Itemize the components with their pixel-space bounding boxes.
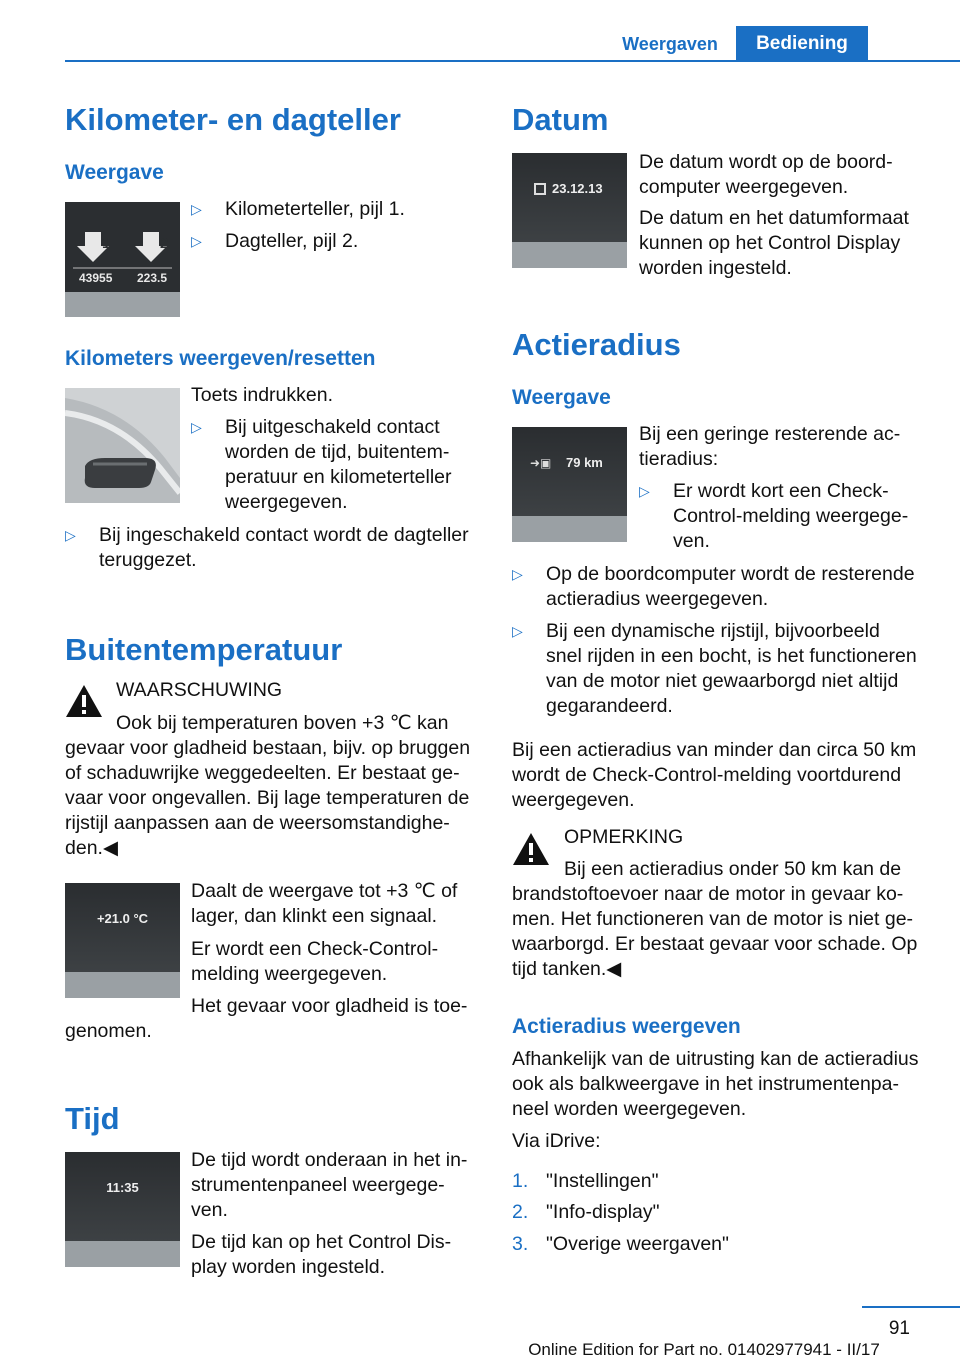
bullet-text bbox=[225, 415, 481, 515]
list-item bbox=[191, 229, 481, 254]
line: De tijd wordt onderaan in het in- bbox=[191, 1149, 468, 1171]
range-display-image bbox=[512, 427, 627, 542]
note-triangle-icon bbox=[512, 832, 550, 866]
line: actieradius weergegeven. bbox=[546, 588, 769, 610]
tijd-paragraph-1 bbox=[191, 1148, 486, 1223]
note-line: brandstoftoevoer naar de motor in gevaar ko- bbox=[512, 883, 904, 905]
line: Control-melding weergege- bbox=[673, 505, 909, 527]
line: strumentenpaneel weergege- bbox=[191, 1174, 445, 1196]
header-section-tab: Weergaven bbox=[622, 34, 718, 54]
heading-tijd: Tijd bbox=[65, 1101, 120, 1136]
temp-paragraph-1 bbox=[191, 879, 486, 929]
triangle-bullet-icon: ▷ bbox=[191, 201, 202, 217]
step-text: "Instellingen" bbox=[546, 1170, 659, 1192]
bullet-text bbox=[673, 479, 939, 554]
line: van de motor niet gewaarborgd niet altijd bbox=[546, 670, 899, 692]
line: Op de boordcomputer wordt de resterende bbox=[546, 563, 915, 585]
reset-intro: Toets indrukken. bbox=[191, 384, 333, 406]
line: neel worden weergegeven. bbox=[512, 1098, 747, 1120]
line: ook als balkweergave in het instrumentenpa- bbox=[512, 1073, 899, 1095]
subheading-actieradius-weergeven: Actieradius weergeven bbox=[512, 1015, 741, 1038]
bullet-text: Dagteller, pijl 2. bbox=[225, 230, 359, 252]
step-number: 2. bbox=[512, 1201, 529, 1223]
note-line: Bij een actieradius onder 50 km kan de bbox=[564, 858, 902, 880]
time-value: 11:35 bbox=[106, 1180, 139, 1195]
warning-line: Ook bij temperaturen boven +3 ℃ kan bbox=[116, 712, 449, 734]
note-line: men. Het functioneren van de motor is niet ge- bbox=[512, 908, 914, 930]
line: kunnen op het Control Display bbox=[639, 232, 901, 254]
arrow-label-1: 1 bbox=[102, 235, 111, 252]
warning-line: gevaar voor gladheid bestaan, bijv. op bruggen bbox=[65, 737, 471, 759]
arrow-label-2: 2 bbox=[160, 235, 169, 252]
list-item bbox=[512, 1169, 932, 1194]
odometer-display-image bbox=[65, 202, 180, 317]
date-display-image bbox=[512, 153, 627, 268]
odometer-display-graphic bbox=[65, 202, 180, 317]
fuel-pump-icon: ➜▣ bbox=[530, 456, 552, 470]
time-display-image bbox=[65, 1152, 180, 1267]
line: Bij een dynamische rijstijl, bijvoorbeeld bbox=[546, 620, 880, 642]
list-item bbox=[65, 523, 485, 573]
line: play worden ingesteld. bbox=[191, 1256, 386, 1278]
line: tieradius: bbox=[639, 448, 719, 470]
warning-line: den.◀ bbox=[65, 837, 118, 859]
list-item bbox=[512, 619, 942, 719]
line: teruggezet. bbox=[99, 549, 197, 571]
warning-title: WAARSCHUWING bbox=[116, 679, 283, 701]
heading-buitentemperatuur: Buitentemperatuur bbox=[65, 632, 343, 667]
step-number: 3. bbox=[512, 1233, 529, 1255]
temp-paragraph-2 bbox=[191, 937, 486, 987]
line: Afhankelijk van de uitrusting kan de actieradius bbox=[512, 1048, 919, 1070]
line: De datum wordt op de boord- bbox=[639, 151, 893, 173]
calendar-icon bbox=[534, 183, 546, 195]
edition-line: Online Edition for Part no. 01402977941 - II/17 bbox=[528, 1340, 880, 1359]
line: De datum en het datumformaat bbox=[639, 207, 909, 229]
tijd-paragraph-2 bbox=[191, 1230, 486, 1280]
triangle-bullet-icon: ▷ bbox=[639, 483, 650, 499]
warning-triangle-icon bbox=[65, 684, 103, 718]
note-line: tijd tanken.◀ bbox=[512, 958, 622, 980]
warning-line: of schaduwrijke weggedeelten. Er bestaat ge- bbox=[65, 762, 460, 784]
triangle-bullet-icon: ▷ bbox=[512, 623, 523, 639]
line: ven. bbox=[673, 530, 710, 552]
bullet-text bbox=[546, 619, 942, 719]
list-item bbox=[512, 1232, 932, 1257]
triangle-bullet-icon: ▷ bbox=[191, 419, 202, 435]
line: weergegeven. bbox=[512, 789, 635, 811]
date-value: 23.12.13 bbox=[552, 181, 603, 196]
list-item bbox=[639, 479, 939, 554]
line: Daalt de weergave tot +3 ℃ of bbox=[191, 880, 458, 902]
subheading-reset: Kilometers weergeven/resetten bbox=[65, 347, 376, 370]
step-text: "Overige weergaven" bbox=[546, 1233, 729, 1255]
warning-line: vaar voor ongevallen. Bij lage temperaturen de bbox=[65, 787, 470, 809]
page-number: 91 bbox=[888, 1318, 910, 1339]
line: Er wordt kort een Check- bbox=[673, 480, 889, 502]
heading-datum: Datum bbox=[512, 102, 609, 137]
datum-paragraph-1 bbox=[639, 150, 934, 200]
list-item bbox=[512, 1200, 932, 1225]
warning-line: rijstijl aanpassen aan de weersomstandighe- bbox=[65, 812, 450, 834]
triangle-bullet-icon: ▷ bbox=[65, 527, 76, 543]
reset-button-image bbox=[65, 388, 180, 503]
footer-rule bbox=[862, 1306, 960, 1308]
line: lager, dan klinkt een signaal. bbox=[191, 905, 438, 927]
bullet-text bbox=[99, 523, 485, 573]
line: Bij ingeschakeld contact wordt de dagteller bbox=[99, 524, 469, 546]
line: gegarandeerd. bbox=[546, 695, 673, 717]
bullet-text: Kilometerteller, pijl 1. bbox=[225, 198, 405, 220]
actie-paragraph-2 bbox=[512, 738, 942, 813]
odometer-value: 43955 bbox=[79, 271, 113, 285]
datum-paragraph-2 bbox=[639, 206, 934, 281]
step-text: "Info-display" bbox=[546, 1201, 660, 1223]
note-title: OPMERKING bbox=[564, 826, 684, 848]
list-item bbox=[512, 562, 942, 612]
line: worden de tijd, buitentem- bbox=[225, 441, 450, 463]
header-rule bbox=[65, 60, 960, 62]
line: worden ingesteld. bbox=[639, 257, 792, 279]
line: Bij een geringe resterende ac- bbox=[639, 423, 901, 445]
reset-button-graphic bbox=[65, 388, 180, 503]
line: De tijd kan op het Control Dis- bbox=[191, 1231, 452, 1253]
heading-actieradius: Actieradius bbox=[512, 327, 681, 362]
line: ven. bbox=[191, 1199, 228, 1221]
subheading-weergave-right: Weergave bbox=[512, 386, 611, 409]
subheading-weergave-left: Weergave bbox=[65, 161, 164, 184]
bullet-text bbox=[546, 562, 942, 612]
line: melding weergegeven. bbox=[191, 963, 388, 985]
line: weergegeven. bbox=[225, 491, 348, 513]
actie-paragraph-1 bbox=[639, 422, 934, 472]
header-chapter-tab: Bediening bbox=[736, 26, 868, 62]
line: peratuur en kilometerteller bbox=[225, 466, 452, 488]
range-value: 79 km bbox=[566, 455, 603, 470]
line: Bij uitgeschakeld contact bbox=[225, 416, 440, 438]
line: Er wordt een Check-Control- bbox=[191, 938, 439, 960]
triangle-bullet-icon: ▷ bbox=[191, 233, 202, 249]
aw-paragraph-1 bbox=[512, 1047, 942, 1122]
line: snel rijden in een bocht, is het functioneren bbox=[546, 645, 917, 667]
aw-paragraph-2: Via iDrive: bbox=[512, 1130, 601, 1152]
note-line: waarborgd. Er bestaat gevaar voor schade. Op bbox=[512, 933, 918, 955]
temp-paragraph-3-line: genomen. bbox=[65, 1020, 152, 1042]
temperature-value: +21.0 °C bbox=[96, 911, 149, 926]
temp-paragraph-3-line: Het gevaar voor gladheid is toe- bbox=[191, 995, 468, 1017]
line: computer weergegeven. bbox=[639, 176, 849, 198]
step-number: 1. bbox=[512, 1170, 529, 1192]
line: Bij een actieradius van minder dan circa 50 km bbox=[512, 739, 917, 761]
list-item bbox=[191, 197, 481, 222]
temperature-display-image bbox=[65, 883, 180, 998]
tripmeter-value: 223.5 bbox=[137, 271, 168, 285]
triangle-bullet-icon: ▷ bbox=[512, 566, 523, 582]
line: wordt de Check-Control-melding voortdurend bbox=[512, 764, 902, 786]
list-item bbox=[191, 415, 481, 515]
heading-kilometer-dagteller: Kilometer- en dagteller bbox=[65, 102, 401, 137]
